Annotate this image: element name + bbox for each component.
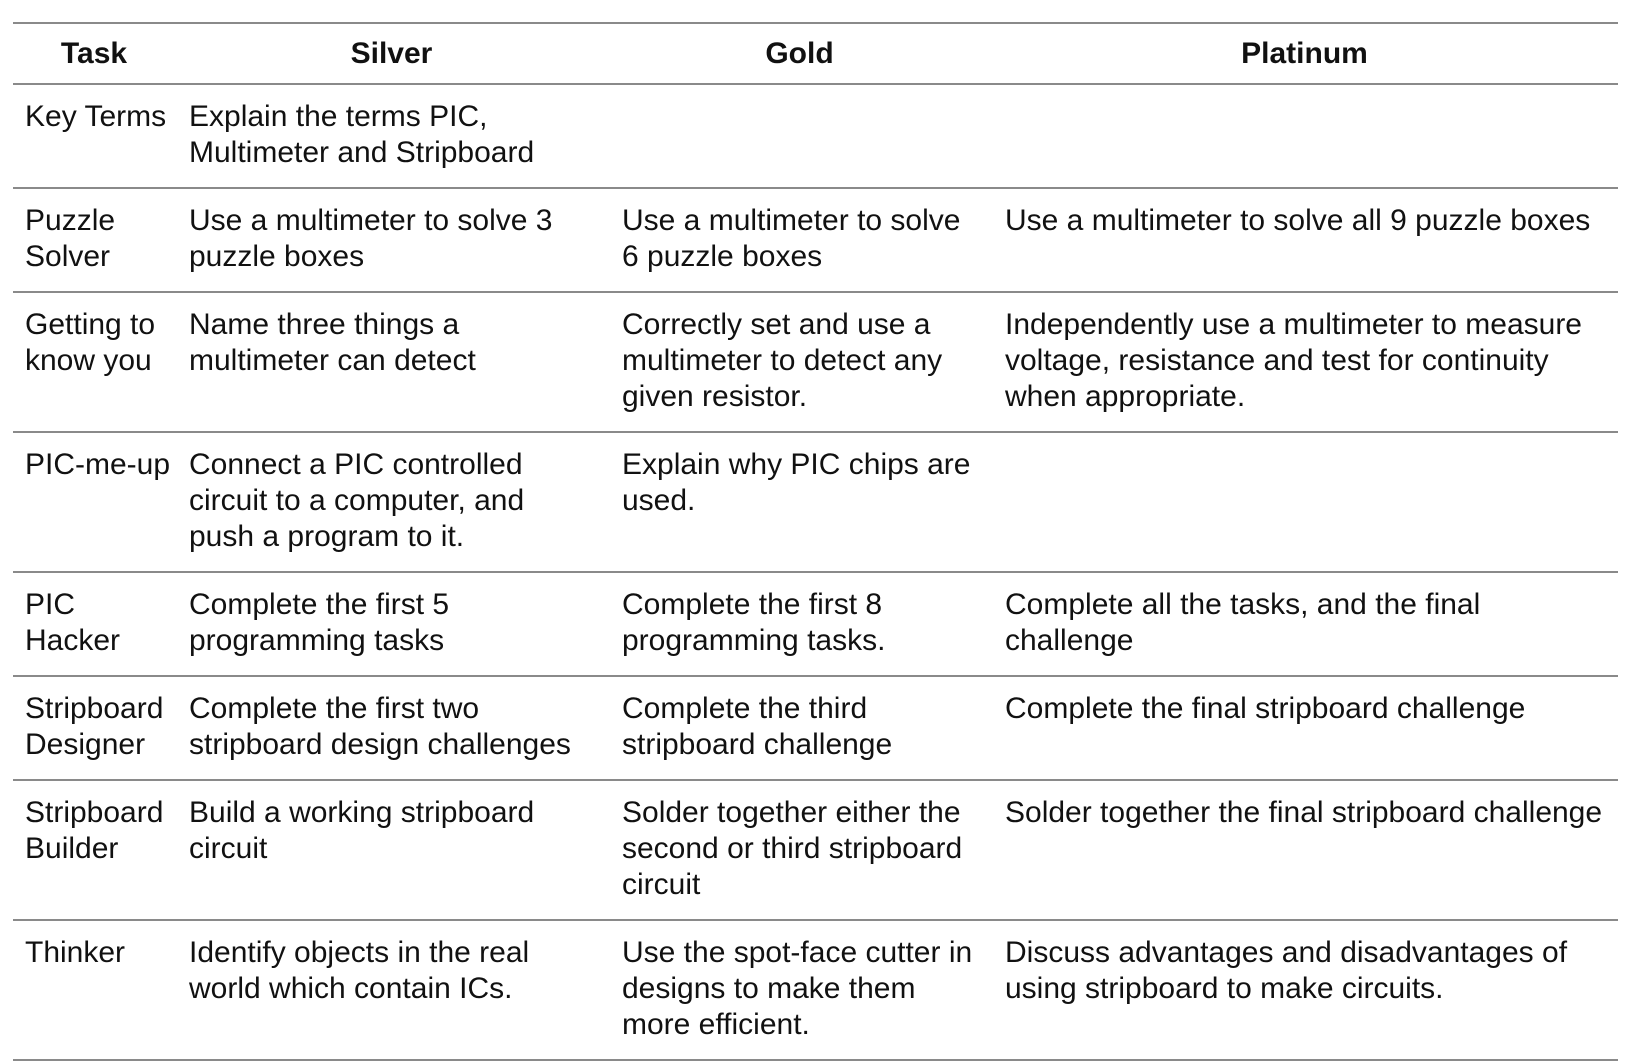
task-cell: PIC Hacker bbox=[13, 572, 175, 676]
platinum-cell: Complete all the tasks, and the final challenge bbox=[991, 572, 1618, 676]
platinum-cell: Complete the final stripboard challenge bbox=[991, 676, 1618, 780]
silver-cell: Complete the first 5 programming tasks bbox=[175, 572, 608, 676]
task-cell: Stripboard Builder bbox=[13, 780, 175, 920]
table-row bbox=[13, 572, 1618, 676]
table-row bbox=[13, 292, 1618, 432]
platinum-cell: Independently use a multimeter to measure voltage, resistance and test for continuity when appropriate. bbox=[991, 292, 1618, 432]
platinum-cell bbox=[991, 84, 1618, 188]
header-task: Task bbox=[13, 23, 175, 84]
table-header-row bbox=[13, 23, 1618, 84]
gold-cell: Complete the first 8 programming tasks. bbox=[608, 572, 991, 676]
silver-cell: Build a working stripboard circuit bbox=[175, 780, 608, 920]
gold-cell: Solder together either the second or third stripboard circuit bbox=[608, 780, 991, 920]
silver-cell: Explain the terms PIC, Multimeter and Stripboard bbox=[175, 84, 608, 188]
header-silver: Silver bbox=[175, 23, 608, 84]
task-table-container bbox=[13, 22, 1618, 1061]
platinum-cell: Discuss advantages and disadvantages of using stripboard to make circuits. bbox=[991, 920, 1618, 1060]
silver-cell: Complete the first two stripboard design challenges bbox=[175, 676, 608, 780]
silver-cell: Use a multimeter to solve 3 puzzle boxes bbox=[175, 188, 608, 292]
platinum-cell: Use a multimeter to solve all 9 puzzle boxes bbox=[991, 188, 1618, 292]
task-cell: Key Terms bbox=[13, 84, 175, 188]
header-gold: Gold bbox=[608, 23, 991, 84]
header-platinum: Platinum bbox=[991, 23, 1618, 84]
silver-cell: Identify objects in the real world which contain ICs. bbox=[175, 920, 608, 1060]
platinum-cell bbox=[991, 432, 1618, 572]
table-row bbox=[13, 920, 1618, 1060]
platinum-cell: Solder together the final stripboard challenge bbox=[991, 780, 1618, 920]
task-cell: PIC-me-up bbox=[13, 432, 175, 572]
table-row bbox=[13, 432, 1618, 572]
task-levels-table bbox=[13, 22, 1618, 1061]
gold-cell: Correctly set and use a multimeter to detect any given resistor. bbox=[608, 292, 991, 432]
gold-cell: Explain why PIC chips are used. bbox=[608, 432, 991, 572]
table-row bbox=[13, 780, 1618, 920]
table-row bbox=[13, 84, 1618, 188]
task-cell: Getting to know you bbox=[13, 292, 175, 432]
silver-cell: Name three things a multimeter can detect bbox=[175, 292, 608, 432]
task-cell: Stripboard Designer bbox=[13, 676, 175, 780]
gold-cell: Use a multimeter to solve 6 puzzle boxes bbox=[608, 188, 991, 292]
gold-cell: Use the spot-face cutter in designs to make them more efficient. bbox=[608, 920, 991, 1060]
table-row bbox=[13, 188, 1618, 292]
task-cell: Puzzle Solver bbox=[13, 188, 175, 292]
gold-cell bbox=[608, 84, 991, 188]
task-cell: Thinker bbox=[13, 920, 175, 1060]
gold-cell: Complete the third stripboard challenge bbox=[608, 676, 991, 780]
silver-cell: Connect a PIC controlled circuit to a computer, and push a program to it. bbox=[175, 432, 608, 572]
table-row bbox=[13, 676, 1618, 780]
